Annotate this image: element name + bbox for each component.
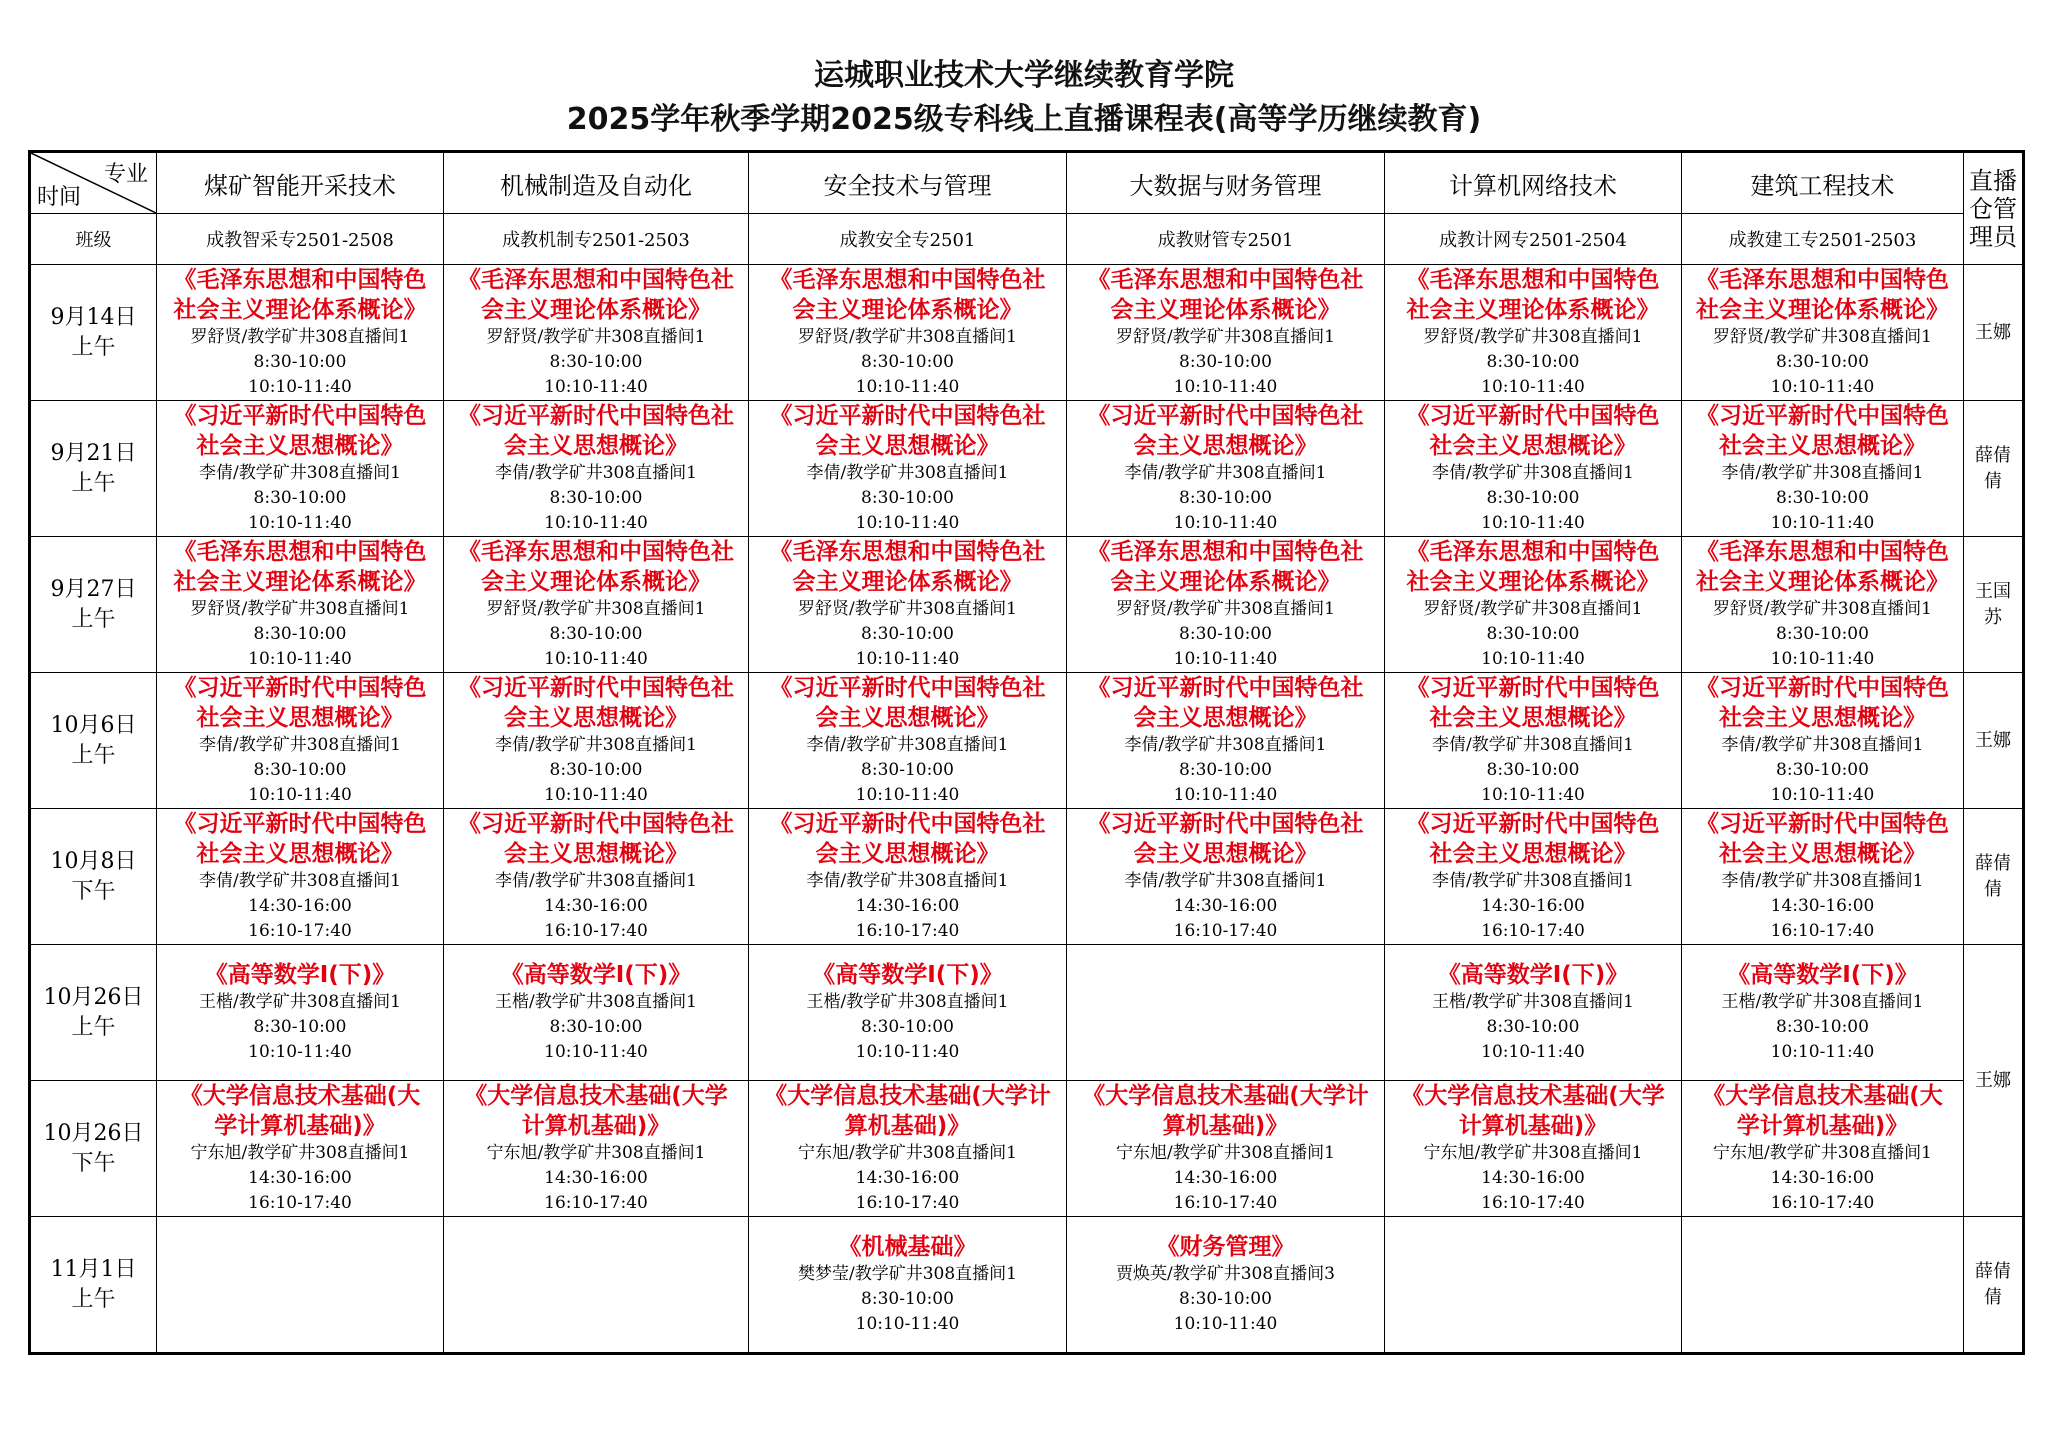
teacher-room: 李倩/教学矿井308直播间1 — [806, 871, 1009, 891]
teacher-room: 李倩/教学矿井308直播间1 — [1432, 735, 1634, 755]
date-cell — [30, 1081, 157, 1217]
time-slot-1: 8:30-10:00 — [1776, 1017, 1869, 1037]
course-cell — [1385, 945, 1682, 1081]
corner-label-major: 专业 — [103, 162, 148, 187]
teacher-room: 贾焕英/教学矿井308直播间3 — [1116, 1264, 1335, 1284]
teacher-room: 李倩/教学矿井308直播间1 — [806, 735, 1009, 755]
schedule-row — [30, 401, 2024, 537]
teacher-room: 罗舒贤/教学矿井308直播间1 — [1713, 327, 1932, 347]
document-title: 运城职业技术大学继续教育学院 — [814, 58, 1234, 93]
major-header: 煤矿智能开采技术 — [157, 152, 444, 214]
course-name: 《毛泽东思想和中国特色社 会主义理论体系概论》 — [458, 539, 734, 595]
date-cell — [30, 401, 157, 537]
teacher-room: 王楷/教学矿井308直播间1 — [495, 992, 697, 1012]
course-name: 《大学信息技术基础(大 学计算机基础)》 — [1702, 1083, 1943, 1139]
teacher-room: 李倩/教学矿井308直播间1 — [495, 735, 697, 755]
empty-cell — [1067, 945, 1385, 1081]
schedule-row — [30, 673, 2024, 809]
teacher-room: 李倩/教学矿井308直播间1 — [495, 463, 697, 483]
time-slot-1: 8:30-10:00 — [1776, 760, 1869, 780]
time-slot-2: 10:10-11:40 — [544, 785, 648, 805]
time-slot-1: 8:30-10:00 — [861, 1289, 954, 1309]
course-name: 《习近平新时代中国特色社 会主义思想概论》 — [769, 811, 1046, 867]
manager-cell — [1964, 1217, 2024, 1354]
course-name: 《高等数学Ⅰ(下)》 — [1727, 962, 1918, 988]
time-slot-2: 10:10-11:40 — [855, 785, 960, 805]
time-slot-1: 8:30-10:00 — [1179, 352, 1272, 372]
course-cell — [157, 945, 444, 1081]
time-slot-2: 10:10-11:40 — [1173, 377, 1278, 397]
course-cell — [1682, 1081, 1964, 1217]
time-slot-2: 16:10-17:40 — [248, 1193, 352, 1213]
time-slot-2: 10:10-11:40 — [1481, 513, 1585, 533]
time-slot-2: 10:10-11:40 — [544, 1042, 648, 1062]
time-slot-1: 8:30-10:00 — [1179, 488, 1272, 508]
course-name: 《毛泽东思想和中国特色 社会主义理论体系概论》 — [1406, 267, 1660, 323]
course-name: 《习近平新时代中国特色 社会主义思想概论》 — [1696, 811, 1949, 867]
time-slot-2: 10:10-11:40 — [1770, 513, 1875, 533]
time-slot-1: 8:30-10:00 — [549, 760, 643, 780]
teacher-room: 罗舒贤/教学矿井308直播间1 — [798, 327, 1017, 347]
date-text: 10月8日 — [50, 848, 137, 874]
teacher-room: 宁东旭/教学矿井308直播间1 — [798, 1143, 1017, 1163]
course-cell — [749, 1217, 1067, 1354]
course-name: 《习近平新时代中国特色社 会主义思想概论》 — [1087, 811, 1364, 867]
date-cell — [30, 265, 157, 401]
teacher-room: 王楷/教学矿井308直播间1 — [1721, 992, 1924, 1012]
time-slot-1: 14:30-16:00 — [1173, 1168, 1278, 1188]
course-name: 《习近平新时代中国特色社 会主义思想概论》 — [1087, 675, 1364, 731]
teacher-room: 李倩/教学矿井308直播间1 — [1124, 735, 1327, 755]
teacher-room: 李倩/教学矿井308直播间1 — [1721, 735, 1924, 755]
date-text: 10月26日 — [43, 1120, 144, 1146]
course-cell — [749, 401, 1067, 537]
time-slot-2: 16:10-17:40 — [1173, 921, 1278, 941]
manager-name: 王娜 — [1975, 729, 2011, 751]
corner-cell — [30, 152, 157, 214]
manager-name-cont: 苏 — [1984, 606, 2002, 628]
course-cell — [1682, 673, 1964, 809]
course-name: 《习近平新时代中国特色 社会主义思想概论》 — [1406, 403, 1660, 459]
time-slot-1: 14:30-16:00 — [1481, 1168, 1585, 1188]
schedule-row — [30, 809, 2024, 945]
time-slot-1: 8:30-10:00 — [1486, 624, 1580, 644]
course-name: 《高等数学Ⅰ(下)》 — [812, 962, 1003, 988]
schedule-row — [30, 945, 2024, 1081]
course-name: 《机械基础》 — [838, 1234, 977, 1260]
teacher-room: 罗舒贤/教学矿井308直播间1 — [1713, 599, 1932, 619]
time-slot-2: 10:10-11:40 — [1770, 1042, 1875, 1062]
teacher-room: 李倩/教学矿井308直播间1 — [1721, 463, 1924, 483]
time-slot-2: 10:10-11:40 — [855, 1042, 960, 1062]
major-header: 安全技术与管理 — [749, 152, 1067, 214]
time-slot-2: 16:10-17:40 — [1481, 1193, 1585, 1213]
time-slot-1: 14:30-16:00 — [1770, 1168, 1875, 1188]
empty-cell — [1385, 1217, 1682, 1354]
time-slot-1: 8:30-10:00 — [861, 1017, 954, 1037]
time-slot-1: 8:30-10:00 — [861, 624, 954, 644]
date-cell — [30, 809, 157, 945]
course-cell — [749, 265, 1067, 401]
date-text: 9月14日 — [50, 304, 137, 330]
time-slot-2: 16:10-17:40 — [544, 921, 648, 941]
teacher-room: 李倩/教学矿井308直播间1 — [1124, 871, 1327, 891]
time-slot-1: 8:30-10:00 — [1776, 352, 1869, 372]
class-row — [30, 214, 2024, 265]
course-cell — [1067, 401, 1385, 537]
time-slot-1: 14:30-16:00 — [248, 1168, 352, 1188]
time-slot-1: 8:30-10:00 — [549, 624, 643, 644]
manager-name-cont: 倩 — [1984, 878, 2002, 900]
class-cell: 成教建工专2501-2503 — [1682, 214, 1964, 265]
course-cell — [1067, 673, 1385, 809]
course-name: 《习近平新时代中国特色社 会主义思想概论》 — [458, 403, 734, 459]
teacher-room: 王楷/教学矿井308直播间1 — [1432, 992, 1634, 1012]
time-slot-2: 10:10-11:40 — [1481, 1042, 1585, 1062]
empty-cell — [444, 1217, 749, 1354]
date-cell — [30, 1217, 157, 1354]
manager-name: 王娜 — [1975, 321, 2011, 343]
course-cell — [444, 945, 749, 1081]
course-name: 《毛泽东思想和中国特色 社会主义理论体系概论》 — [1696, 267, 1949, 323]
course-cell — [749, 673, 1067, 809]
course-name: 《高等数学Ⅰ(下)》 — [500, 962, 692, 988]
course-cell — [157, 537, 444, 673]
course-cell — [749, 809, 1067, 945]
time-slot-2: 10:10-11:40 — [544, 513, 648, 533]
time-slot-1: 14:30-16:00 — [544, 1168, 648, 1188]
time-slot-2: 10:10-11:40 — [248, 1042, 352, 1062]
course-name: 《高等数学Ⅰ(下)》 — [204, 962, 396, 988]
schedule-row — [30, 265, 2024, 401]
date-text: 9月21日 — [50, 440, 137, 466]
course-cell — [1385, 401, 1682, 537]
course-name: 《毛泽东思想和中国特色社 会主义理论体系概论》 — [1087, 267, 1364, 323]
time-slot-2: 16:10-17:40 — [855, 921, 960, 941]
time-slot-1: 8:30-10:00 — [1486, 352, 1580, 372]
course-name: 《习近平新时代中国特色 社会主义思想概论》 — [173, 403, 427, 459]
major-header: 大数据与财务管理 — [1067, 152, 1385, 214]
teacher-room: 罗舒贤/教学矿井308直播间1 — [190, 327, 410, 347]
time-slot-2: 10:10-11:40 — [248, 785, 352, 805]
course-cell — [157, 265, 444, 401]
manager-cell — [1964, 537, 2024, 673]
teacher-room: 李倩/教学矿井308直播间1 — [1432, 463, 1634, 483]
manager-cell — [1964, 673, 2024, 809]
time-slot-2: 10:10-11:40 — [1481, 377, 1585, 397]
schedule-row — [30, 1217, 2024, 1354]
period-text: 上午 — [71, 1014, 116, 1040]
teacher-room: 李倩/教学矿井308直播间1 — [199, 871, 401, 891]
time-slot-2: 10:10-11:40 — [1770, 377, 1875, 397]
course-cell — [1385, 809, 1682, 945]
course-name: 《毛泽东思想和中国特色 社会主义理论体系概论》 — [173, 267, 427, 323]
corner-label-time: 时间 — [37, 185, 82, 210]
time-slot-2: 10:10-11:40 — [855, 377, 960, 397]
manager-cell — [1964, 945, 2024, 1217]
teacher-room: 罗舒贤/教学矿井308直播间1 — [1116, 599, 1335, 619]
course-name: 《习近平新时代中国特色 社会主义思想概论》 — [173, 811, 427, 867]
period-text: 下午 — [71, 878, 116, 904]
time-slot-2: 16:10-17:40 — [248, 921, 352, 941]
course-name: 《习近平新时代中国特色 社会主义思想概论》 — [1406, 811, 1660, 867]
time-slot-2: 10:10-11:40 — [1173, 513, 1278, 533]
date-text: 9月27日 — [50, 576, 137, 602]
time-slot-1: 8:30-10:00 — [861, 488, 954, 508]
course-cell — [1682, 265, 1964, 401]
teacher-room: 宁东旭/教学矿井308直播间1 — [1116, 1143, 1335, 1163]
teacher-room: 宁东旭/教学矿井308直播间1 — [190, 1143, 410, 1163]
course-name: 《习近平新时代中国特色 社会主义思想概论》 — [1696, 403, 1949, 459]
manager-name-cont: 倩 — [1984, 470, 2002, 492]
course-name: 《大学信息技术基础(大学计 算机基础)》 — [764, 1083, 1051, 1139]
course-cell — [1385, 537, 1682, 673]
time-slot-1: 14:30-16:00 — [1173, 896, 1278, 916]
course-cell — [1067, 537, 1385, 673]
course-name: 《财务管理》 — [1156, 1234, 1295, 1260]
course-cell — [444, 537, 749, 673]
time-slot-2: 10:10-11:40 — [855, 513, 960, 533]
course-cell — [444, 401, 749, 537]
time-slot-1: 8:30-10:00 — [549, 352, 643, 372]
time-slot-2: 16:10-17:40 — [544, 1193, 648, 1213]
time-slot-2: 10:10-11:40 — [855, 649, 960, 669]
teacher-room: 罗舒贤/教学矿井308直播间1 — [190, 599, 410, 619]
course-name: 《毛泽东思想和中国特色社 会主义理论体系概论》 — [769, 539, 1046, 595]
time-slot-2: 10:10-11:40 — [544, 649, 648, 669]
course-name: 《习近平新时代中国特色社 会主义思想概论》 — [458, 675, 734, 731]
course-name: 《习近平新时代中国特色社 会主义思想概论》 — [769, 675, 1046, 731]
teacher-room: 罗舒贤/教学矿井308直播间1 — [1116, 327, 1335, 347]
course-cell — [1385, 1081, 1682, 1217]
time-slot-1: 8:30-10:00 — [1776, 488, 1869, 508]
manager-cell — [1964, 265, 2024, 401]
time-slot-2: 16:10-17:40 — [1770, 1193, 1875, 1213]
course-name: 《习近平新时代中国特色 社会主义思想概论》 — [1696, 675, 1949, 731]
time-slot-1: 8:30-10:00 — [253, 760, 347, 780]
manager-cell — [1964, 401, 2024, 537]
course-cell — [749, 945, 1067, 1081]
course-cell — [1067, 1217, 1385, 1354]
period-text: 下午 — [71, 1150, 116, 1176]
date-cell — [30, 673, 157, 809]
course-cell — [1385, 265, 1682, 401]
manager-name: 薛倩 — [1975, 1260, 2011, 1282]
manager-name: 薛倩 — [1975, 444, 2011, 466]
teacher-room: 罗舒贤/教学矿井308直播间1 — [798, 599, 1017, 619]
period-text: 上午 — [71, 742, 116, 768]
time-slot-1: 14:30-16:00 — [248, 896, 352, 916]
time-slot-2: 16:10-17:40 — [1481, 921, 1585, 941]
time-slot-2: 10:10-11:40 — [1173, 785, 1278, 805]
time-slot-2: 10:10-11:40 — [248, 513, 352, 533]
course-cell — [157, 809, 444, 945]
class-cell: 成教计网专2501-2504 — [1385, 214, 1682, 265]
time-slot-2: 10:10-11:40 — [248, 649, 352, 669]
course-name: 《大学信息技术基础(大 学计算机基础)》 — [179, 1083, 421, 1139]
time-slot-1: 8:30-10:00 — [1179, 760, 1272, 780]
time-slot-2: 10:10-11:40 — [1173, 649, 1278, 669]
period-text: 上午 — [71, 1286, 116, 1312]
teacher-room: 宁东旭/教学矿井308直播间1 — [486, 1143, 706, 1163]
time-slot-1: 8:30-10:00 — [549, 488, 643, 508]
teacher-room: 李倩/教学矿井308直播间1 — [1124, 463, 1327, 483]
course-name: 《习近平新时代中国特色社 会主义思想概论》 — [769, 403, 1046, 459]
teacher-room: 罗舒贤/教学矿井308直播间1 — [1423, 327, 1643, 347]
course-name: 《毛泽东思想和中国特色 社会主义理论体系概论》 — [173, 539, 427, 595]
course-name: 《毛泽东思想和中国特色 社会主义理论体系概论》 — [1696, 539, 1949, 595]
period-text: 上午 — [71, 606, 116, 632]
time-slot-1: 14:30-16:00 — [855, 1168, 960, 1188]
course-name: 《大学信息技术基础(大学 计算机基础)》 — [1401, 1083, 1665, 1139]
time-slot-2: 10:10-11:40 — [1481, 649, 1585, 669]
manager-name: 王娜 — [1975, 1069, 2011, 1091]
course-cell — [1385, 673, 1682, 809]
teacher-room: 王楷/教学矿井308直播间1 — [199, 992, 401, 1012]
time-slot-2: 10:10-11:40 — [1770, 785, 1875, 805]
date-text: 10月6日 — [50, 712, 137, 738]
teacher-room: 樊梦莹/教学矿井308直播间1 — [798, 1264, 1017, 1284]
course-cell — [157, 401, 444, 537]
time-slot-2: 16:10-17:40 — [855, 1193, 960, 1213]
time-slot-1: 14:30-16:00 — [1770, 896, 1875, 916]
course-cell — [1682, 809, 1964, 945]
time-slot-1: 8:30-10:00 — [1486, 488, 1580, 508]
time-slot-1: 8:30-10:00 — [253, 352, 347, 372]
time-slot-1: 8:30-10:00 — [1179, 624, 1272, 644]
class-cell: 成教机制专2501-2503 — [444, 214, 749, 265]
course-name: 《习近平新时代中国特色 社会主义思想概论》 — [1406, 675, 1660, 731]
manager-name: 王国 — [1975, 580, 2011, 602]
period-text: 上午 — [71, 334, 116, 360]
time-slot-2: 10:10-11:40 — [1481, 785, 1585, 805]
time-slot-2: 16:10-17:40 — [1770, 921, 1875, 941]
schedule-row — [30, 1081, 2024, 1217]
course-cell — [444, 265, 749, 401]
time-slot-1: 8:30-10:00 — [861, 352, 954, 372]
time-slot-2: 10:10-11:40 — [544, 377, 648, 397]
major-header: 建筑工程技术 — [1682, 152, 1964, 214]
time-slot-1: 8:30-10:00 — [1486, 760, 1580, 780]
time-slot-1: 14:30-16:00 — [544, 896, 648, 916]
time-slot-1: 8:30-10:00 — [253, 624, 347, 644]
header-row — [30, 152, 2024, 214]
class-cell: 成教财管专2501 — [1067, 214, 1385, 265]
teacher-room: 李倩/教学矿井308直播间1 — [1432, 871, 1634, 891]
teacher-room: 宁东旭/教学矿井308直播间1 — [1713, 1143, 1932, 1163]
time-slot-1: 14:30-16:00 — [1481, 896, 1585, 916]
time-slot-2: 10:10-11:40 — [248, 377, 352, 397]
course-cell — [749, 1081, 1067, 1217]
time-slot-1: 8:30-10:00 — [549, 1017, 643, 1037]
time-slot-2: 16:10-17:40 — [1173, 1193, 1278, 1213]
period-text: 上午 — [71, 470, 116, 496]
course-cell — [157, 673, 444, 809]
time-slot-1: 8:30-10:00 — [253, 488, 347, 508]
major-header: 计算机网络技术 — [1385, 152, 1682, 214]
course-cell — [444, 1081, 749, 1217]
manager-name-cont: 倩 — [1984, 1286, 2002, 1308]
teacher-room: 李倩/教学矿井308直播间1 — [199, 463, 401, 483]
class-cell: 成教安全专2501 — [749, 214, 1067, 265]
schedule-table — [28, 150, 2025, 1355]
course-cell — [1682, 945, 1964, 1081]
time-slot-1: 8:30-10:00 — [861, 760, 954, 780]
time-slot-1: 8:30-10:00 — [1776, 624, 1869, 644]
teacher-room: 宁东旭/教学矿井308直播间1 — [1423, 1143, 1643, 1163]
course-name: 《大学信息技术基础(大学 计算机基础)》 — [464, 1083, 728, 1139]
teacher-room: 李倩/教学矿井308直播间1 — [495, 871, 697, 891]
teacher-room: 罗舒贤/教学矿井308直播间1 — [486, 599, 706, 619]
teacher-room: 王楷/教学矿井308直播间1 — [806, 992, 1009, 1012]
course-name: 《习近平新时代中国特色社 会主义思想概论》 — [458, 811, 734, 867]
course-name: 《习近平新时代中国特色社 会主义思想概论》 — [1087, 403, 1364, 459]
time-slot-2: 10:10-11:40 — [855, 1314, 960, 1334]
teacher-room: 李倩/教学矿井308直播间1 — [806, 463, 1009, 483]
course-name: 《毛泽东思想和中国特色 社会主义理论体系概论》 — [1406, 539, 1660, 595]
time-slot-1: 8:30-10:00 — [253, 1017, 347, 1037]
schedule-row — [30, 537, 2024, 673]
course-cell — [157, 1081, 444, 1217]
empty-cell — [157, 1217, 444, 1354]
course-name: 《高等数学Ⅰ(下)》 — [1437, 962, 1629, 988]
manager-name: 薛倩 — [1975, 852, 2011, 874]
course-cell — [1682, 401, 1964, 537]
date-cell — [30, 945, 157, 1081]
teacher-room: 罗舒贤/教学矿井308直播间1 — [486, 327, 706, 347]
time-slot-1: 8:30-10:00 — [1179, 1289, 1272, 1309]
teacher-room: 罗舒贤/教学矿井308直播间1 — [1423, 599, 1643, 619]
course-cell — [1682, 537, 1964, 673]
course-name: 《毛泽东思想和中国特色社 会主义理论体系概论》 — [1087, 539, 1364, 595]
course-cell — [1067, 265, 1385, 401]
course-cell — [444, 809, 749, 945]
date-text: 10月26日 — [43, 984, 144, 1010]
major-header: 机械制造及自动化 — [444, 152, 749, 214]
course-name: 《毛泽东思想和中国特色社 会主义理论体系概论》 — [769, 267, 1046, 323]
time-slot-2: 10:10-11:40 — [1770, 649, 1875, 669]
teacher-room: 李倩/教学矿井308直播间1 — [1721, 871, 1924, 891]
course-cell — [444, 673, 749, 809]
course-cell — [1067, 1081, 1385, 1217]
course-name: 《大学信息技术基础(大学计 算机基础)》 — [1082, 1083, 1369, 1139]
class-label: 班级 — [30, 214, 157, 265]
teacher-room: 李倩/教学矿井308直播间1 — [199, 735, 401, 755]
time-slot-2: 10:10-11:40 — [1173, 1314, 1278, 1334]
time-slot-1: 14:30-16:00 — [855, 896, 960, 916]
course-name: 《毛泽东思想和中国特色社 会主义理论体系概论》 — [458, 267, 734, 323]
manager-header: 直播仓管理员 — [1964, 152, 2024, 265]
date-text: 11月1日 — [50, 1256, 137, 1282]
empty-cell — [1682, 1217, 1964, 1354]
document-subtitle: 2025学年秋季学期2025级专科线上直播课程表(高等学历继续教育) — [566, 102, 1482, 137]
time-slot-1: 8:30-10:00 — [1486, 1017, 1580, 1037]
date-cell — [30, 537, 157, 673]
manager-cell — [1964, 809, 2024, 945]
course-cell — [749, 537, 1067, 673]
course-cell — [1067, 809, 1385, 945]
class-cell: 成教智采专2501-2508 — [157, 214, 444, 265]
course-name: 《习近平新时代中国特色 社会主义思想概论》 — [173, 675, 427, 731]
